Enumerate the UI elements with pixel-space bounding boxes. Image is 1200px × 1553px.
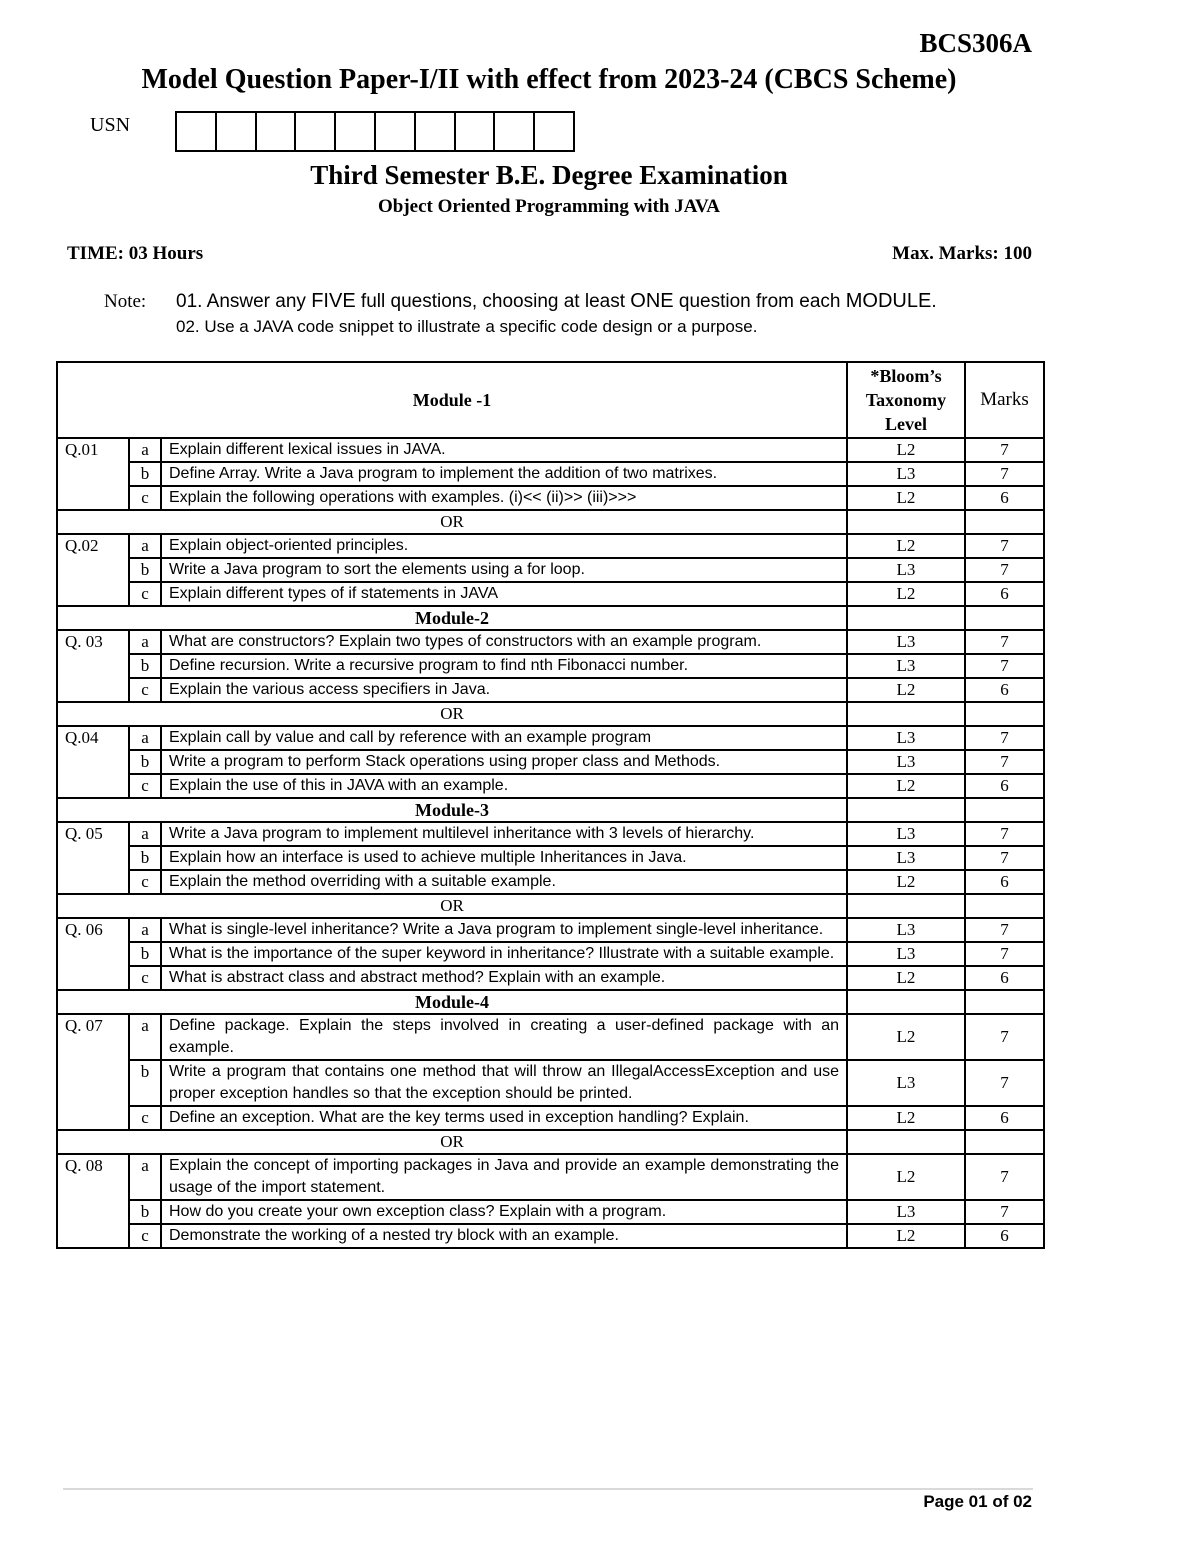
question-part-row <box>57 558 1044 582</box>
usn-box[interactable] <box>296 113 336 150</box>
empty-cell <box>847 606 965 630</box>
question-text: Define an exception. What are the key terms used in exception handling? Explain. <box>161 1106 847 1130</box>
question-part-row <box>57 582 1044 606</box>
usn-box[interactable] <box>376 113 416 150</box>
question-part-row <box>57 534 1044 558</box>
blooms-level: L3 <box>847 1200 965 1224</box>
subject-title: Object Oriented Programming with JAVA <box>378 196 720 217</box>
part-letter: b <box>129 558 161 582</box>
part-letter: b <box>129 462 161 486</box>
part-letter: b <box>129 942 161 966</box>
question-text: How do you create your own exception class? Explain with a program. <box>161 1200 847 1224</box>
question-text: What are constructors? Explain two types of constructors with an example program. <box>161 630 847 654</box>
blooms-level: L3 <box>847 558 965 582</box>
question-marks: 7 <box>965 630 1044 654</box>
note-lines <box>176 289 937 339</box>
question-marks: 7 <box>965 726 1044 750</box>
question-part-row <box>57 462 1044 486</box>
or-row <box>57 510 1044 534</box>
blooms-level: L2 <box>847 1106 965 1130</box>
question-marks: 6 <box>965 582 1044 606</box>
blooms-level: L3 <box>847 630 965 654</box>
question-text: Explain the concept of importing packages in Java and provide an example demonstrating the usage of the import statement. <box>161 1154 847 1200</box>
note-emphasis: MODULE <box>845 290 932 312</box>
question-part-row <box>57 846 1044 870</box>
question-marks: 7 <box>965 846 1044 870</box>
usn-box[interactable] <box>416 113 456 150</box>
empty-cell <box>847 798 965 822</box>
part-letter: c <box>129 774 161 798</box>
question-part-row <box>57 1154 1044 1200</box>
note-text: . <box>931 291 937 312</box>
part-letter: c <box>129 966 161 990</box>
question-number: Q.01 <box>57 438 129 510</box>
part-letter: c <box>129 486 161 510</box>
or-label: OR <box>57 702 847 726</box>
or-row <box>57 702 1044 726</box>
question-text: Define recursion. Write a recursive program to find nth Fibonacci number. <box>161 654 847 678</box>
question-part-row <box>57 678 1044 702</box>
marks-heading: Marks <box>965 362 1044 438</box>
blooms-level: L3 <box>847 846 965 870</box>
question-marks: 6 <box>965 774 1044 798</box>
question-marks: 7 <box>965 558 1044 582</box>
usn-box[interactable] <box>456 113 496 150</box>
exam-time: TIME: 03 Hours <box>67 243 204 264</box>
question-part-row <box>57 630 1044 654</box>
question-marks: 7 <box>965 654 1044 678</box>
question-text: Explain different types of if statements in JAVA <box>161 582 847 606</box>
blooms-level: L2 <box>847 774 965 798</box>
usn-box[interactable] <box>336 113 376 150</box>
usn-boxes <box>175 111 575 152</box>
question-part-row <box>57 1060 1044 1106</box>
note-line-1 <box>176 289 937 314</box>
question-text: Explain the use of this in JAVA with an example. <box>161 774 847 798</box>
question-part-row <box>57 1014 1044 1060</box>
question-part-row <box>57 726 1044 750</box>
blooms-level: L2 <box>847 870 965 894</box>
question-number: Q. 07 <box>57 1014 129 1130</box>
usn-box[interactable] <box>495 113 535 150</box>
blooms-level: L2 <box>847 582 965 606</box>
or-row <box>57 894 1044 918</box>
or-label: OR <box>57 894 847 918</box>
question-text: Explain the various access specifiers in Java. <box>161 678 847 702</box>
question-marks: 6 <box>965 1106 1044 1130</box>
question-part-row <box>57 750 1044 774</box>
part-letter: b <box>129 846 161 870</box>
question-marks: 7 <box>965 942 1044 966</box>
note-text: full questions, choosing at least <box>355 291 631 312</box>
part-letter: a <box>129 918 161 942</box>
module-row <box>57 798 1044 822</box>
module-row <box>57 990 1044 1014</box>
question-text: Write a Java program to implement multilevel inheritance with 3 levels of hierarchy. <box>161 822 847 846</box>
part-letter: c <box>129 1106 161 1130</box>
usn-box[interactable] <box>257 113 297 150</box>
question-part-row <box>57 870 1044 894</box>
question-table <box>56 361 1045 1249</box>
question-number: Q. 08 <box>57 1154 129 1248</box>
question-text: Explain object-oriented principles. <box>161 534 847 558</box>
blooms-level: L3 <box>847 462 965 486</box>
question-part-row <box>57 486 1044 510</box>
exam-title: Third Semester B.E. Degree Examination <box>310 160 788 190</box>
usn-label: USN <box>90 114 131 136</box>
blooms-level: L3 <box>847 726 965 750</box>
note-emphasis: FIVE <box>311 290 356 312</box>
blooms-level: L3 <box>847 942 965 966</box>
empty-cell <box>847 990 965 1014</box>
question-number: Q. 05 <box>57 822 129 894</box>
part-letter: c <box>129 582 161 606</box>
part-letter: a <box>129 822 161 846</box>
course-code: BCS306A <box>919 28 1032 58</box>
empty-cell <box>965 606 1044 630</box>
part-letter: c <box>129 678 161 702</box>
question-marks: 7 <box>965 1200 1044 1224</box>
question-text: Explain call by value and call by reference with an example program <box>161 726 847 750</box>
part-letter: a <box>129 534 161 558</box>
blooms-level: L2 <box>847 678 965 702</box>
max-marks: Max. Marks: 100 <box>892 243 1032 264</box>
question-part-row <box>57 918 1044 942</box>
part-letter: b <box>129 1060 161 1106</box>
blooms-level: L3 <box>847 654 965 678</box>
question-text: Explain how an interface is used to achieve multiple Inheritances in Java. <box>161 846 847 870</box>
question-text: What is single-level inheritance? Write a Java program to implement single-level inheritance. <box>161 918 847 942</box>
blooms-level: L2 <box>847 486 965 510</box>
usn-box[interactable] <box>535 113 573 150</box>
question-text: Write a program that contains one method that will throw an IllegalAccessException and use proper exception handles so that the exception should be printed. <box>161 1060 847 1106</box>
question-number: Q.04 <box>57 726 129 798</box>
or-row <box>57 1130 1044 1154</box>
empty-cell <box>965 1130 1044 1154</box>
part-letter: a <box>129 630 161 654</box>
blooms-heading: *Bloom’s Taxonomy Level <box>847 362 965 438</box>
question-marks: 7 <box>965 462 1044 486</box>
question-part-row <box>57 822 1044 846</box>
note-line-2: 02. Use a JAVA code snippet to illustrate a specific code design or a purpose. <box>176 317 758 336</box>
module-row <box>57 606 1044 630</box>
part-letter: c <box>129 1224 161 1248</box>
blooms-level: L3 <box>847 1060 965 1106</box>
part-letter: b <box>129 654 161 678</box>
question-marks: 7 <box>965 750 1044 774</box>
blooms-level: L2 <box>847 1224 965 1248</box>
module-label: Module-3 <box>57 798 847 822</box>
question-text: Explain the method overriding with a suitable example. <box>161 870 847 894</box>
page-number: Page 01 of 02 <box>923 1492 1032 1511</box>
question-number: Q.02 <box>57 534 129 606</box>
blooms-level: L2 <box>847 438 965 462</box>
question-marks: 7 <box>965 438 1044 462</box>
question-number: Q. 06 <box>57 918 129 990</box>
or-label: OR <box>57 1130 847 1154</box>
empty-cell <box>847 1130 965 1154</box>
question-marks: 6 <box>965 966 1044 990</box>
question-part-row <box>57 1224 1044 1248</box>
question-text: Demonstrate the working of a nested try block with an example. <box>161 1224 847 1248</box>
question-marks: 6 <box>965 1224 1044 1248</box>
or-label: OR <box>57 510 847 534</box>
note-label: Note: <box>104 291 147 312</box>
usn-box[interactable] <box>177 113 217 150</box>
question-number: Q. 03 <box>57 630 129 702</box>
part-letter: b <box>129 1200 161 1224</box>
question-marks: 6 <box>965 486 1044 510</box>
part-letter: a <box>129 1154 161 1200</box>
question-part-row <box>57 966 1044 990</box>
question-marks: 6 <box>965 678 1044 702</box>
blooms-level: L3 <box>847 822 965 846</box>
part-letter: c <box>129 870 161 894</box>
question-marks: 7 <box>965 1154 1044 1200</box>
blooms-level: L2 <box>847 966 965 990</box>
question-marks: 7 <box>965 534 1044 558</box>
table-header-row <box>57 362 1044 438</box>
question-text: Explain different lexical issues in JAVA. <box>161 438 847 462</box>
question-text: Define package. Explain the steps involved in creating a user-defined package with an example. <box>161 1014 847 1060</box>
question-text: Write a program to perform Stack operations using proper class and Methods. <box>161 750 847 774</box>
question-part-row <box>57 1200 1044 1224</box>
empty-cell <box>965 510 1044 534</box>
blooms-level: L3 <box>847 750 965 774</box>
question-text: Define Array. Write a Java program to implement the addition of two matrixes. <box>161 462 847 486</box>
question-text: Explain the following operations with examples. (i)<< (ii)>> (iii)>>> <box>161 486 847 510</box>
note-text: 01. Answer any <box>176 291 312 312</box>
question-part-row <box>57 438 1044 462</box>
question-part-row <box>57 1106 1044 1130</box>
blooms-level: L2 <box>847 1154 965 1200</box>
question-text: What is the importance of the super keyword in inheritance? Illustrate with a suitable example. <box>161 942 847 966</box>
question-marks: 7 <box>965 1060 1044 1106</box>
question-marks: 7 <box>965 1014 1044 1060</box>
note-emphasis: ONE <box>630 290 674 312</box>
question-text: What is abstract class and abstract method? Explain with an example. <box>161 966 847 990</box>
question-part-row <box>57 774 1044 798</box>
paper-title: Model Question Paper-I/II with effect from 2023-24 (CBCS Scheme) <box>141 64 957 95</box>
question-marks: 7 <box>965 918 1044 942</box>
empty-cell <box>965 702 1044 726</box>
part-letter: a <box>129 1014 161 1060</box>
note-text: question from each <box>673 291 846 312</box>
question-part-row <box>57 654 1044 678</box>
empty-cell <box>847 894 965 918</box>
question-marks: 6 <box>965 870 1044 894</box>
part-letter: a <box>129 726 161 750</box>
part-letter: b <box>129 750 161 774</box>
module-label: Module-4 <box>57 990 847 1014</box>
module-heading: Module -1 <box>57 362 847 438</box>
usn-box[interactable] <box>217 113 257 150</box>
module-label: Module-2 <box>57 606 847 630</box>
blooms-level: L2 <box>847 1014 965 1060</box>
question-marks: 7 <box>965 822 1044 846</box>
empty-cell <box>847 702 965 726</box>
question-part-row <box>57 942 1044 966</box>
blooms-level: L2 <box>847 534 965 558</box>
empty-cell <box>965 894 1044 918</box>
question-text: Write a Java program to sort the elements using a for loop. <box>161 558 847 582</box>
footer-divider <box>63 1488 1033 1490</box>
empty-cell <box>965 798 1044 822</box>
empty-cell <box>965 990 1044 1014</box>
part-letter: a <box>129 438 161 462</box>
blooms-level: L3 <box>847 918 965 942</box>
empty-cell <box>847 510 965 534</box>
